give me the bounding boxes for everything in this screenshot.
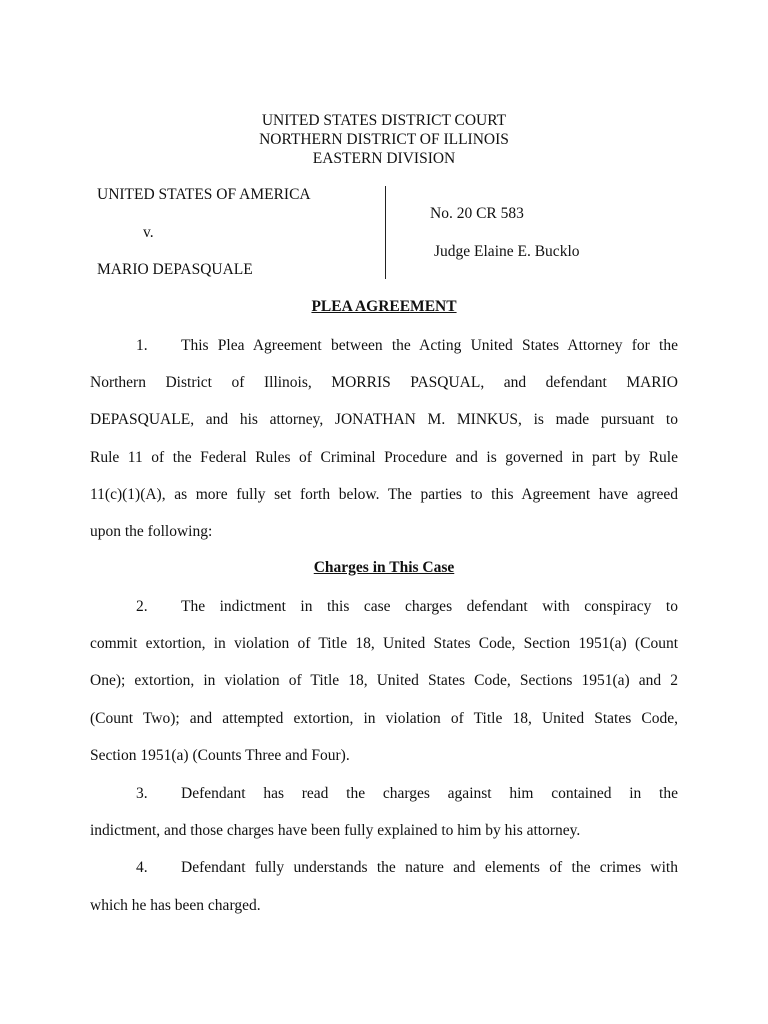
defendant-name: MARIO DEPASQUALE	[97, 261, 253, 278]
paragraph-line: Rule 11 of the Federal Rules of Criminal Procedure and is governed in part by Rule	[90, 449, 678, 466]
judge-name: Judge Elaine E. Bucklo	[434, 243, 580, 260]
paragraph-line: Section 1951(a) (Counts Three and Four).	[90, 747, 350, 764]
paragraph-number: 3.	[136, 785, 148, 802]
paragraph-line: Defendant has read the charges against him contained in the	[181, 785, 678, 802]
caption-divider	[385, 186, 386, 279]
paragraph-number: 1.	[136, 337, 148, 354]
versus-label: v.	[143, 224, 154, 241]
court-division: EASTERN DIVISION	[312, 150, 456, 167]
paragraph-line: indictment, and those charges have been fully explained to him by his attorney.	[90, 822, 581, 839]
section-heading-charges: Charges in This Case	[313, 559, 455, 576]
paragraph-line: upon the following:	[90, 523, 213, 540]
paragraph-line: This Plea Agreement between the Acting United States Attorney for the	[181, 337, 678, 354]
paragraph-line: commit extortion, in violation of Title 18, United States Code, Section 1951(a) (Count	[90, 635, 678, 652]
paragraph-line: The indictment in this case charges defendant with conspiracy to	[181, 598, 678, 615]
plaintiff-name: UNITED STATES OF AMERICA	[97, 186, 311, 203]
court-name: UNITED STATES DISTRICT COURT	[261, 112, 507, 129]
paragraph-line: (Count Two); and attempted extortion, in violation of Title 18, United States Code,	[90, 710, 678, 727]
court-district: NORTHERN DISTRICT OF ILLINOIS	[259, 131, 509, 148]
case-number: No. 20 CR 583	[430, 205, 524, 222]
document-title: PLEA AGREEMENT	[311, 298, 457, 315]
paragraph-line: 11(c)(1)(A), as more fully set forth below. The parties to this Agreement have agreed	[90, 486, 678, 503]
paragraph-line: One); extortion, in violation of Title 18, United States Code, Sections 1951(a) and 2	[90, 672, 678, 689]
paragraph-number: 2.	[136, 598, 148, 615]
paragraph-line: Northern District of Illinois, MORRIS PASQUAL, and defendant MARIO	[90, 374, 678, 391]
paragraph-line: which he has been charged.	[90, 897, 261, 914]
paragraph-line: DEPASQUALE, and his attorney, JONATHAN M. MINKUS, is made pursuant to	[90, 411, 678, 428]
court-header	[0, 111, 768, 168]
paragraph-line: Defendant fully understands the nature and elements of the crimes with	[181, 859, 678, 876]
paragraph-number: 4.	[136, 859, 148, 876]
